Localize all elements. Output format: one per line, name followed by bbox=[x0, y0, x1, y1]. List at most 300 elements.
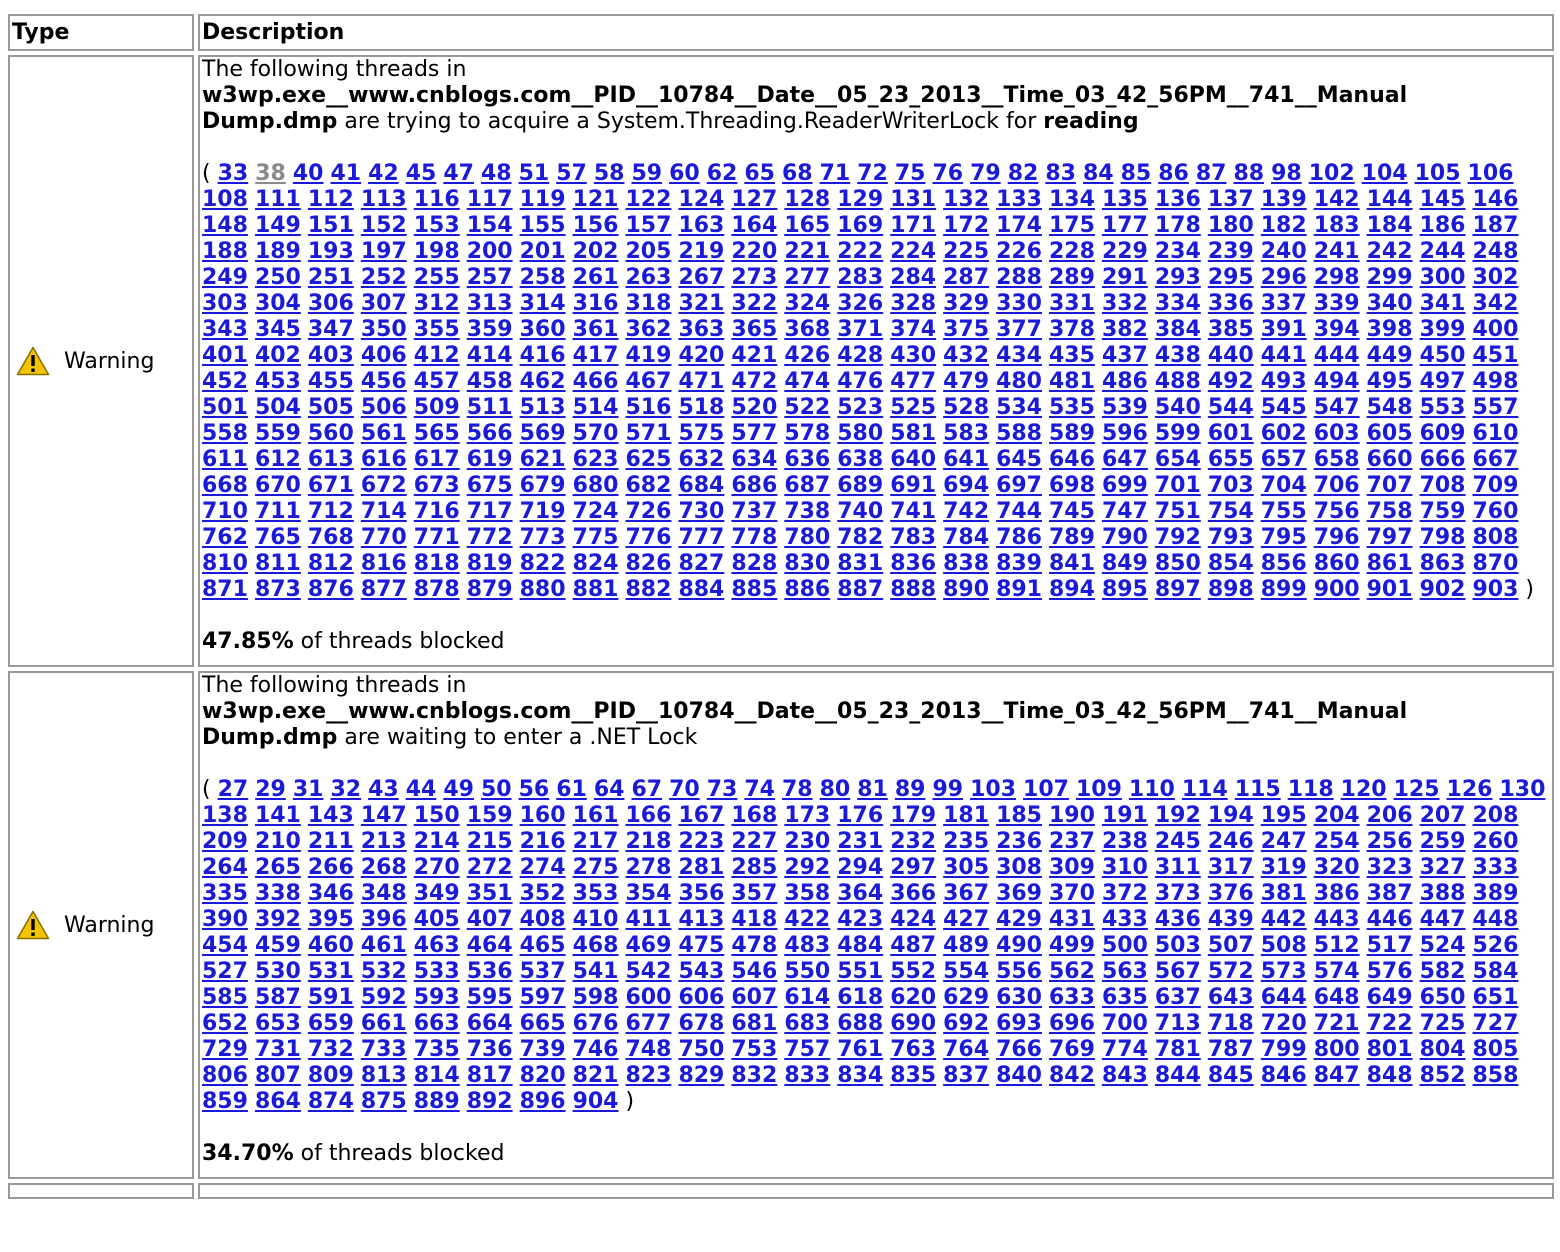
thread-link-85[interactable]: 85 bbox=[1120, 161, 1152, 186]
thread-link-693[interactable]: 693 bbox=[996, 1011, 1042, 1036]
thread-link-506[interactable]: 506 bbox=[360, 395, 407, 420]
thread-link-856[interactable]: 856 bbox=[1260, 551, 1307, 576]
thread-link-528[interactable]: 528 bbox=[943, 395, 990, 420]
thread-link-727[interactable]: 727 bbox=[1472, 1011, 1519, 1036]
thread-link-307[interactable]: 307 bbox=[360, 291, 407, 316]
thread-link-677[interactable]: 677 bbox=[625, 1011, 672, 1036]
thread-link-444[interactable]: 444 bbox=[1313, 343, 1360, 368]
thread-link-287[interactable]: 287 bbox=[943, 265, 990, 290]
thread-link-712[interactable]: 712 bbox=[307, 499, 354, 524]
thread-link-478[interactable]: 478 bbox=[731, 933, 778, 958]
thread-link-534[interactable]: 534 bbox=[996, 395, 1042, 420]
thread-link-361[interactable]: 361 bbox=[572, 317, 619, 342]
thread-link-461[interactable]: 461 bbox=[360, 933, 407, 958]
thread-link-780[interactable]: 780 bbox=[784, 525, 831, 550]
thread-link-210[interactable]: 210 bbox=[254, 829, 301, 854]
thread-link-51[interactable]: 51 bbox=[518, 161, 550, 186]
thread-link-60[interactable]: 60 bbox=[669, 161, 700, 186]
thread-link-190[interactable]: 190 bbox=[1049, 803, 1095, 828]
thread-link-338[interactable]: 338 bbox=[254, 881, 301, 906]
thread-link-89[interactable]: 89 bbox=[894, 777, 926, 802]
thread-link-772[interactable]: 772 bbox=[466, 525, 513, 550]
thread-link-748[interactable]: 748 bbox=[625, 1037, 672, 1062]
thread-link-368[interactable]: 368 bbox=[784, 317, 831, 342]
thread-link-260[interactable]: 260 bbox=[1472, 829, 1519, 854]
thread-link-598[interactable]: 598 bbox=[572, 985, 619, 1010]
thread-link-285[interactable]: 285 bbox=[731, 855, 778, 880]
thread-link-870[interactable]: 870 bbox=[1472, 551, 1519, 576]
thread-link-281[interactable]: 281 bbox=[678, 855, 725, 880]
thread-link-59[interactable]: 59 bbox=[631, 161, 663, 186]
thread-link-486[interactable]: 486 bbox=[1101, 369, 1148, 394]
thread-link-777[interactable]: 777 bbox=[678, 525, 725, 550]
thread-link-735[interactable]: 735 bbox=[413, 1037, 460, 1062]
thread-link-464[interactable]: 464 bbox=[466, 933, 513, 958]
thread-link-758[interactable]: 758 bbox=[1366, 499, 1413, 524]
thread-link-48[interactable]: 48 bbox=[480, 161, 512, 186]
thread-link-809[interactable]: 809 bbox=[307, 1063, 354, 1088]
thread-link-479[interactable]: 479 bbox=[943, 369, 990, 394]
thread-link-391[interactable]: 391 bbox=[1260, 317, 1307, 342]
thread-link-770[interactable]: 770 bbox=[360, 525, 407, 550]
thread-link-81[interactable]: 81 bbox=[857, 777, 888, 802]
thread-link-427[interactable]: 427 bbox=[943, 907, 990, 932]
thread-link-810[interactable]: 810 bbox=[202, 551, 248, 576]
thread-link-341[interactable]: 341 bbox=[1419, 291, 1466, 316]
thread-link-778[interactable]: 778 bbox=[731, 525, 778, 550]
thread-link-509[interactable]: 509 bbox=[413, 395, 460, 420]
thread-link-188[interactable]: 188 bbox=[202, 239, 248, 264]
thread-link-261[interactable]: 261 bbox=[572, 265, 619, 290]
thread-link-150[interactable]: 150 bbox=[413, 803, 460, 828]
thread-link-526[interactable]: 526 bbox=[1472, 933, 1519, 958]
thread-link-426[interactable]: 426 bbox=[784, 343, 831, 368]
thread-link-120[interactable]: 120 bbox=[1340, 777, 1387, 802]
thread-link-469[interactable]: 469 bbox=[625, 933, 672, 958]
thread-link-242[interactable]: 242 bbox=[1366, 239, 1413, 264]
thread-link-483[interactable]: 483 bbox=[784, 933, 831, 958]
thread-link-494[interactable]: 494 bbox=[1313, 369, 1360, 394]
thread-link-468[interactable]: 468 bbox=[572, 933, 619, 958]
thread-link-263[interactable]: 263 bbox=[625, 265, 672, 290]
thread-link-277[interactable]: 277 bbox=[784, 265, 831, 290]
thread-link-385[interactable]: 385 bbox=[1207, 317, 1254, 342]
thread-link-593[interactable]: 593 bbox=[413, 985, 460, 1010]
thread-link-812[interactable]: 812 bbox=[307, 551, 354, 576]
thread-link-72[interactable]: 72 bbox=[857, 161, 888, 186]
thread-link-57[interactable]: 57 bbox=[556, 161, 587, 186]
thread-link-135[interactable]: 135 bbox=[1101, 187, 1148, 212]
thread-link-108[interactable]: 108 bbox=[202, 187, 248, 212]
thread-link-62[interactable]: 62 bbox=[706, 161, 738, 186]
thread-link-731[interactable]: 731 bbox=[254, 1037, 301, 1062]
thread-link-501[interactable]: 501 bbox=[202, 395, 248, 420]
thread-link-431[interactable]: 431 bbox=[1049, 907, 1095, 932]
thread-link-419[interactable]: 419 bbox=[625, 343, 672, 368]
thread-link-782[interactable]: 782 bbox=[837, 525, 884, 550]
thread-link-850[interactable]: 850 bbox=[1154, 551, 1201, 576]
thread-link-455[interactable]: 455 bbox=[307, 369, 354, 394]
thread-link-619[interactable]: 619 bbox=[466, 447, 513, 472]
thread-link-104[interactable]: 104 bbox=[1361, 161, 1408, 186]
thread-link-168[interactable]: 168 bbox=[731, 803, 778, 828]
thread-link-667[interactable]: 667 bbox=[1472, 447, 1519, 472]
thread-link-222[interactable]: 222 bbox=[837, 239, 884, 264]
thread-link-495[interactable]: 495 bbox=[1366, 369, 1413, 394]
thread-link-105[interactable]: 105 bbox=[1414, 161, 1461, 186]
thread-link-652[interactable]: 652 bbox=[202, 1011, 248, 1036]
thread-link-840[interactable]: 840 bbox=[996, 1063, 1042, 1088]
thread-link-602[interactable]: 602 bbox=[1260, 421, 1307, 446]
thread-link-442[interactable]: 442 bbox=[1260, 907, 1307, 932]
thread-link-686[interactable]: 686 bbox=[731, 473, 778, 498]
thread-link-864[interactable]: 864 bbox=[254, 1089, 301, 1114]
thread-link-592[interactable]: 592 bbox=[360, 985, 407, 1010]
thread-link-714[interactable]: 714 bbox=[360, 499, 407, 524]
thread-link-398[interactable]: 398 bbox=[1366, 317, 1413, 342]
thread-link-313[interactable]: 313 bbox=[466, 291, 513, 316]
thread-link-535[interactable]: 535 bbox=[1049, 395, 1095, 420]
thread-link-613[interactable]: 613 bbox=[307, 447, 354, 472]
thread-link-899[interactable]: 899 bbox=[1260, 577, 1307, 602]
thread-link-588[interactable]: 588 bbox=[996, 421, 1042, 446]
thread-link-323[interactable]: 323 bbox=[1366, 855, 1413, 880]
thread-link-641[interactable]: 641 bbox=[943, 447, 990, 472]
thread-link-787[interactable]: 787 bbox=[1207, 1037, 1254, 1062]
thread-link-67[interactable]: 67 bbox=[631, 777, 663, 802]
thread-link-609[interactable]: 609 bbox=[1419, 421, 1466, 446]
thread-link-124[interactable]: 124 bbox=[678, 187, 725, 212]
thread-link-387[interactable]: 387 bbox=[1366, 881, 1413, 906]
thread-link-665[interactable]: 665 bbox=[519, 1011, 566, 1036]
thread-link-902[interactable]: 902 bbox=[1419, 577, 1466, 602]
thread-link-144[interactable]: 144 bbox=[1366, 187, 1413, 212]
thread-link-330[interactable]: 330 bbox=[996, 291, 1042, 316]
thread-link-403[interactable]: 403 bbox=[307, 343, 354, 368]
thread-link-648[interactable]: 648 bbox=[1313, 985, 1360, 1010]
thread-link-288[interactable]: 288 bbox=[996, 265, 1042, 290]
thread-link-226[interactable]: 226 bbox=[996, 239, 1042, 264]
thread-link-31[interactable]: 31 bbox=[292, 777, 324, 802]
thread-link-434[interactable]: 434 bbox=[996, 343, 1042, 368]
thread-link-786[interactable]: 786 bbox=[996, 525, 1042, 550]
thread-link-718[interactable]: 718 bbox=[1207, 1011, 1254, 1036]
thread-link-532[interactable]: 532 bbox=[360, 959, 407, 984]
thread-link-754[interactable]: 754 bbox=[1207, 499, 1254, 524]
thread-link-320[interactable]: 320 bbox=[1313, 855, 1360, 880]
thread-link-707[interactable]: 707 bbox=[1366, 473, 1413, 498]
thread-link-180[interactable]: 180 bbox=[1207, 213, 1254, 238]
thread-link-761[interactable]: 761 bbox=[837, 1037, 884, 1062]
thread-link-458[interactable]: 458 bbox=[466, 369, 513, 394]
thread-link-43[interactable]: 43 bbox=[368, 777, 399, 802]
thread-link-245[interactable]: 245 bbox=[1154, 829, 1201, 854]
thread-link-611[interactable]: 611 bbox=[202, 447, 248, 472]
thread-link-83[interactable]: 83 bbox=[1045, 161, 1076, 186]
thread-link-573[interactable]: 573 bbox=[1260, 959, 1307, 984]
thread-link-739[interactable]: 739 bbox=[519, 1037, 566, 1062]
thread-link-877[interactable]: 877 bbox=[360, 577, 407, 602]
thread-link-649[interactable]: 649 bbox=[1366, 985, 1413, 1010]
thread-link-550[interactable]: 550 bbox=[784, 959, 831, 984]
thread-link-829[interactable]: 829 bbox=[678, 1063, 725, 1088]
thread-link-433[interactable]: 433 bbox=[1101, 907, 1148, 932]
thread-link-842[interactable]: 842 bbox=[1049, 1063, 1095, 1088]
thread-link-295[interactable]: 295 bbox=[1207, 265, 1254, 290]
thread-link-107[interactable]: 107 bbox=[1023, 777, 1069, 802]
thread-link-327[interactable]: 327 bbox=[1419, 855, 1466, 880]
thread-link-629[interactable]: 629 bbox=[943, 985, 990, 1010]
thread-link-309[interactable]: 309 bbox=[1049, 855, 1095, 880]
thread-link-698[interactable]: 698 bbox=[1049, 473, 1095, 498]
thread-link-441[interactable]: 441 bbox=[1260, 343, 1307, 368]
thread-link-340[interactable]: 340 bbox=[1366, 291, 1413, 316]
thread-link-373[interactable]: 373 bbox=[1154, 881, 1201, 906]
thread-link-148[interactable]: 148 bbox=[202, 213, 248, 238]
thread-link-655[interactable]: 655 bbox=[1207, 447, 1254, 472]
thread-link-118[interactable]: 118 bbox=[1287, 777, 1334, 802]
thread-link-837[interactable]: 837 bbox=[943, 1063, 990, 1088]
thread-link-871[interactable]: 871 bbox=[202, 577, 248, 602]
thread-link-99[interactable]: 99 bbox=[932, 777, 964, 802]
thread-link-577[interactable]: 577 bbox=[731, 421, 778, 446]
thread-link-334[interactable]: 334 bbox=[1154, 291, 1201, 316]
thread-link-878[interactable]: 878 bbox=[413, 577, 460, 602]
thread-link-147[interactable]: 147 bbox=[360, 803, 407, 828]
thread-link-661[interactable]: 661 bbox=[360, 1011, 407, 1036]
thread-link-881[interactable]: 881 bbox=[572, 577, 619, 602]
thread-link-817[interactable]: 817 bbox=[466, 1063, 513, 1088]
thread-link-184[interactable]: 184 bbox=[1366, 213, 1413, 238]
thread-link-333[interactable]: 333 bbox=[1472, 855, 1519, 880]
thread-link-621[interactable]: 621 bbox=[519, 447, 566, 472]
thread-link-530[interactable]: 530 bbox=[254, 959, 301, 984]
thread-link-78[interactable]: 78 bbox=[781, 777, 813, 802]
thread-link-694[interactable]: 694 bbox=[943, 473, 990, 498]
thread-link-68[interactable]: 68 bbox=[781, 161, 813, 186]
thread-link-49[interactable]: 49 bbox=[443, 777, 474, 802]
thread-link-489[interactable]: 489 bbox=[943, 933, 990, 958]
thread-link-406[interactable]: 406 bbox=[360, 343, 407, 368]
thread-link-231[interactable]: 231 bbox=[837, 829, 884, 854]
thread-link-848[interactable]: 848 bbox=[1366, 1063, 1413, 1088]
thread-link-448[interactable]: 448 bbox=[1472, 907, 1519, 932]
thread-link-873[interactable]: 873 bbox=[254, 577, 301, 602]
thread-link-531[interactable]: 531 bbox=[307, 959, 354, 984]
thread-link-471[interactable]: 471 bbox=[678, 369, 725, 394]
thread-link-638[interactable]: 638 bbox=[837, 447, 884, 472]
thread-link-684[interactable]: 684 bbox=[678, 473, 725, 498]
thread-link-453[interactable]: 453 bbox=[254, 369, 301, 394]
thread-link-298[interactable]: 298 bbox=[1313, 265, 1360, 290]
thread-link-885[interactable]: 885 bbox=[731, 577, 778, 602]
thread-link-663[interactable]: 663 bbox=[413, 1011, 460, 1036]
thread-link-654[interactable]: 654 bbox=[1154, 447, 1201, 472]
thread-link-821[interactable]: 821 bbox=[572, 1063, 619, 1088]
thread-link-227[interactable]: 227 bbox=[731, 829, 778, 854]
thread-link-395[interactable]: 395 bbox=[307, 907, 354, 932]
thread-link-670[interactable]: 670 bbox=[254, 473, 301, 498]
thread-link-169[interactable]: 169 bbox=[837, 213, 884, 238]
thread-link-546[interactable]: 546 bbox=[731, 959, 778, 984]
thread-link-756[interactable]: 756 bbox=[1313, 499, 1360, 524]
thread-link-884[interactable]: 884 bbox=[678, 577, 725, 602]
thread-link-127[interactable]: 127 bbox=[731, 187, 778, 212]
thread-link-234[interactable]: 234 bbox=[1154, 239, 1201, 264]
thread-link-300[interactable]: 300 bbox=[1419, 265, 1466, 290]
thread-link-155[interactable]: 155 bbox=[519, 213, 566, 238]
thread-link-616[interactable]: 616 bbox=[360, 447, 407, 472]
thread-link-753[interactable]: 753 bbox=[731, 1037, 778, 1062]
thread-link-224[interactable]: 224 bbox=[890, 239, 937, 264]
thread-link-861[interactable]: 861 bbox=[1366, 551, 1413, 576]
thread-link-324[interactable]: 324 bbox=[784, 291, 831, 316]
thread-link-700[interactable]: 700 bbox=[1101, 1011, 1148, 1036]
thread-link-740[interactable]: 740 bbox=[837, 499, 884, 524]
thread-link-704[interactable]: 704 bbox=[1260, 473, 1307, 498]
thread-link-578[interactable]: 578 bbox=[784, 421, 831, 446]
thread-link-152[interactable]: 152 bbox=[360, 213, 407, 238]
thread-link-874[interactable]: 874 bbox=[307, 1089, 354, 1114]
thread-link-372[interactable]: 372 bbox=[1101, 881, 1148, 906]
thread-link-137[interactable]: 137 bbox=[1207, 187, 1254, 212]
thread-link-903[interactable]: 903 bbox=[1472, 577, 1519, 602]
thread-link-640[interactable]: 640 bbox=[890, 447, 937, 472]
thread-link-776[interactable]: 776 bbox=[625, 525, 672, 550]
thread-link-348[interactable]: 348 bbox=[360, 881, 407, 906]
thread-link-50[interactable]: 50 bbox=[480, 777, 512, 802]
thread-link-293[interactable]: 293 bbox=[1154, 265, 1201, 290]
thread-link-614[interactable]: 614 bbox=[784, 985, 831, 1010]
thread-link-200[interactable]: 200 bbox=[466, 239, 513, 264]
thread-link-828[interactable]: 828 bbox=[731, 551, 778, 576]
thread-link-852[interactable]: 852 bbox=[1419, 1063, 1466, 1088]
thread-link-896[interactable]: 896 bbox=[519, 1089, 566, 1114]
thread-link-801[interactable]: 801 bbox=[1366, 1037, 1413, 1062]
thread-link-316[interactable]: 316 bbox=[572, 291, 619, 316]
thread-link-703[interactable]: 703 bbox=[1207, 473, 1254, 498]
thread-link-232[interactable]: 232 bbox=[890, 829, 937, 854]
thread-link-497[interactable]: 497 bbox=[1419, 369, 1466, 394]
thread-link-401[interactable]: 401 bbox=[202, 343, 248, 368]
thread-link-139[interactable]: 139 bbox=[1260, 187, 1307, 212]
thread-link-247[interactable]: 247 bbox=[1260, 829, 1307, 854]
thread-link-574[interactable]: 574 bbox=[1313, 959, 1360, 984]
thread-link-374[interactable]: 374 bbox=[890, 317, 937, 342]
thread-link-42[interactable]: 42 bbox=[368, 161, 399, 186]
thread-link-45[interactable]: 45 bbox=[405, 161, 437, 186]
thread-link-518[interactable]: 518 bbox=[678, 395, 725, 420]
thread-link-804[interactable]: 804 bbox=[1419, 1037, 1466, 1062]
thread-link-839[interactable]: 839 bbox=[996, 551, 1042, 576]
thread-link-367[interactable]: 367 bbox=[943, 881, 990, 906]
thread-link-207[interactable]: 207 bbox=[1419, 803, 1466, 828]
thread-link-402[interactable]: 402 bbox=[254, 343, 301, 368]
thread-link-256[interactable]: 256 bbox=[1366, 829, 1413, 854]
thread-link-375[interactable]: 375 bbox=[943, 317, 990, 342]
thread-link-847[interactable]: 847 bbox=[1313, 1063, 1360, 1088]
thread-link-659[interactable]: 659 bbox=[307, 1011, 354, 1036]
thread-link-668[interactable]: 668 bbox=[202, 473, 248, 498]
thread-link-438[interactable]: 438 bbox=[1154, 343, 1201, 368]
thread-link-241[interactable]: 241 bbox=[1313, 239, 1360, 264]
thread-link-56[interactable]: 56 bbox=[518, 777, 550, 802]
thread-link-270[interactable]: 270 bbox=[413, 855, 460, 880]
thread-link-826[interactable]: 826 bbox=[625, 551, 672, 576]
thread-link-859[interactable]: 859 bbox=[202, 1089, 248, 1114]
thread-link-141[interactable]: 141 bbox=[254, 803, 301, 828]
thread-link-164[interactable]: 164 bbox=[731, 213, 778, 238]
thread-link-484[interactable]: 484 bbox=[837, 933, 884, 958]
thread-link-138[interactable]: 138 bbox=[202, 803, 248, 828]
thread-link-711[interactable]: 711 bbox=[254, 499, 301, 524]
thread-link-514[interactable]: 514 bbox=[572, 395, 619, 420]
thread-link-114[interactable]: 114 bbox=[1181, 777, 1228, 802]
thread-link-781[interactable]: 781 bbox=[1154, 1037, 1201, 1062]
thread-link-111[interactable]: 111 bbox=[254, 187, 301, 212]
thread-link-432[interactable]: 432 bbox=[943, 343, 990, 368]
thread-link-44[interactable]: 44 bbox=[405, 777, 437, 802]
thread-link-134[interactable]: 134 bbox=[1049, 187, 1095, 212]
thread-link-503[interactable]: 503 bbox=[1154, 933, 1201, 958]
thread-link-523[interactable]: 523 bbox=[837, 395, 884, 420]
thread-link-86[interactable]: 86 bbox=[1158, 161, 1189, 186]
thread-link-318[interactable]: 318 bbox=[625, 291, 672, 316]
thread-link-591[interactable]: 591 bbox=[307, 985, 354, 1010]
thread-link-80[interactable]: 80 bbox=[819, 777, 851, 802]
thread-link-321[interactable]: 321 bbox=[678, 291, 725, 316]
thread-link-673[interactable]: 673 bbox=[413, 473, 460, 498]
thread-link-337[interactable]: 337 bbox=[1260, 291, 1307, 316]
thread-link-757[interactable]: 757 bbox=[784, 1037, 831, 1062]
thread-link-771[interactable]: 771 bbox=[413, 525, 460, 550]
thread-link-595[interactable]: 595 bbox=[466, 985, 513, 1010]
thread-link-109[interactable]: 109 bbox=[1075, 777, 1122, 802]
thread-link-219[interactable]: 219 bbox=[678, 239, 725, 264]
thread-link-900[interactable]: 900 bbox=[1313, 577, 1360, 602]
thread-link-500[interactable]: 500 bbox=[1101, 933, 1148, 958]
thread-link-79[interactable]: 79 bbox=[970, 161, 1001, 186]
thread-link-214[interactable]: 214 bbox=[413, 829, 460, 854]
thread-link-736[interactable]: 736 bbox=[466, 1037, 513, 1062]
thread-link-833[interactable]: 833 bbox=[784, 1063, 831, 1088]
thread-link-572[interactable]: 572 bbox=[1207, 959, 1254, 984]
thread-link-769[interactable]: 769 bbox=[1049, 1037, 1095, 1062]
thread-link-145[interactable]: 145 bbox=[1419, 187, 1466, 212]
thread-link-412[interactable]: 412 bbox=[413, 343, 460, 368]
thread-link-246[interactable]: 246 bbox=[1207, 829, 1254, 854]
thread-link-129[interactable]: 129 bbox=[837, 187, 884, 212]
thread-link-605[interactable]: 605 bbox=[1366, 421, 1413, 446]
thread-link-845[interactable]: 845 bbox=[1207, 1063, 1254, 1088]
thread-link-439[interactable]: 439 bbox=[1207, 907, 1254, 932]
thread-link-335[interactable]: 335 bbox=[202, 881, 248, 906]
thread-link-136[interactable]: 136 bbox=[1154, 187, 1201, 212]
thread-link-410[interactable]: 410 bbox=[572, 907, 619, 932]
thread-link-543[interactable]: 543 bbox=[678, 959, 725, 984]
thread-link-424[interactable]: 424 bbox=[890, 907, 937, 932]
thread-link-706[interactable]: 706 bbox=[1313, 473, 1360, 498]
thread-link-38[interactable]: 38 bbox=[255, 161, 286, 186]
thread-link-267[interactable]: 267 bbox=[678, 265, 725, 290]
thread-link-798[interactable]: 798 bbox=[1419, 525, 1466, 550]
thread-link-465[interactable]: 465 bbox=[519, 933, 566, 958]
thread-link-880[interactable]: 880 bbox=[519, 577, 566, 602]
thread-link-542[interactable]: 542 bbox=[625, 959, 672, 984]
thread-link-161[interactable]: 161 bbox=[572, 803, 619, 828]
thread-link-352[interactable]: 352 bbox=[519, 881, 566, 906]
thread-link-556[interactable]: 556 bbox=[996, 959, 1042, 984]
